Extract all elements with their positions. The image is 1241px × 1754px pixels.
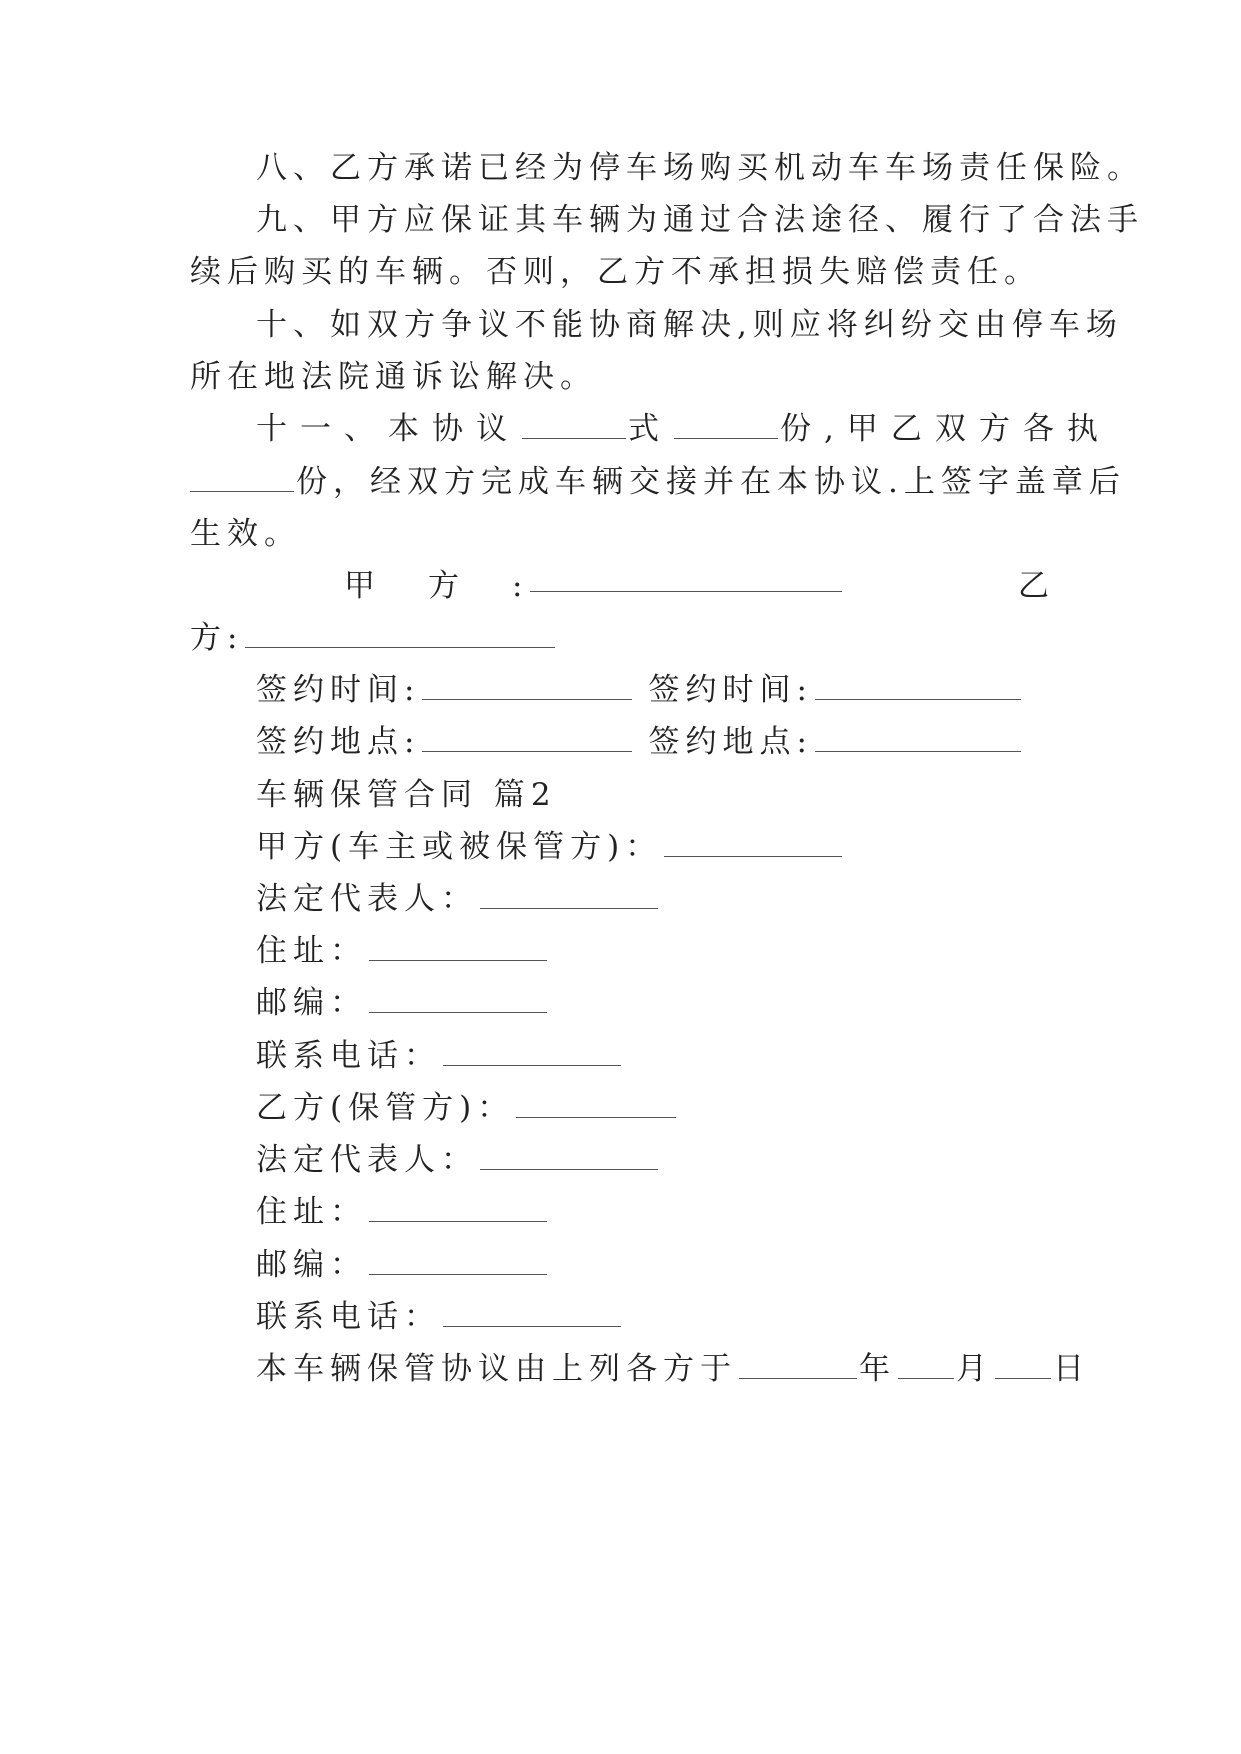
phone-blank	[443, 1062, 621, 1066]
month-blank	[898, 1375, 954, 1379]
postcode-b-blank	[369, 1271, 547, 1275]
clause-11-line-3: 生效。	[190, 516, 301, 552]
sign-place-label-b: 签约地点:	[648, 724, 813, 760]
month-label: 月	[956, 1351, 993, 1387]
phone-label: 联系电话：	[256, 1038, 441, 1074]
party-b-char-1: 乙	[1018, 568, 1049, 604]
copies-each-blank	[190, 488, 294, 492]
signature-party-row	[190, 557, 1050, 615]
clause-11-line-2	[190, 453, 1126, 511]
party-a-blank	[664, 853, 842, 857]
party-b-signature-line	[190, 609, 1050, 667]
postcode-row	[256, 974, 1050, 1032]
address-label: 住址：	[256, 933, 367, 969]
legal-rep-b-blank	[480, 1166, 658, 1170]
phone-b-blank	[443, 1323, 621, 1327]
postcode-b-label: 邮编：	[256, 1247, 367, 1283]
postcode-b-row	[256, 1236, 1050, 1294]
clause-11-text-c: 份,甲乙双方各执	[780, 411, 1111, 447]
day-blank	[995, 1375, 1051, 1379]
party-b-row	[256, 1079, 1050, 1137]
sign-place-blank-a	[422, 748, 632, 752]
clause-11-text-a: 十一、本协议	[256, 411, 520, 447]
sign-time-label-a: 签约时间:	[256, 672, 421, 708]
party-b-blank	[516, 1114, 676, 1118]
clause-11-text-b: 式	[628, 411, 672, 447]
party-b-label: 方:	[190, 620, 244, 656]
clause-8: 八、乙方承诺已经为停车场购买机动车车场责任保险。	[256, 150, 1144, 186]
clause-10-line-1: 十、如双方争议不能协商解决,则应将纠纷交由停车场	[256, 307, 1123, 343]
postcode-label: 邮编：	[256, 985, 367, 1021]
agreement-intro: 本车辆保管协议由上列各方于	[256, 1351, 737, 1387]
year-label: 年	[859, 1351, 896, 1387]
agreement-date-row	[256, 1340, 1090, 1398]
party-a-char-1: 甲	[344, 568, 375, 604]
address-b-label: 住址：	[256, 1194, 367, 1230]
address-b-row	[256, 1183, 1050, 1241]
phone-b-row	[256, 1288, 1050, 1346]
clause-9-line-2: 续后购买的车辆。否则，乙方不承担损失赔偿责任。	[190, 254, 1041, 290]
clause-9-line-1: 九、甲方应保证其车辆为通过合法途径、履行了合法手	[256, 202, 1144, 238]
address-row	[256, 922, 1050, 980]
legal-rep-label: 法定代表人：	[256, 881, 478, 917]
party-a-colon: :	[512, 568, 523, 604]
party-b-signature-blank	[245, 644, 555, 648]
postcode-blank	[369, 1009, 547, 1013]
sign-time-row	[256, 661, 1050, 719]
party-a-signature-blank	[530, 577, 842, 592]
clause-11-text-d: 份，经双方完成车辆交接并在本协议.上签字盖章后	[296, 464, 1126, 500]
party-a-label: 甲方(车主或被保管方)：	[256, 829, 663, 865]
phone-row	[256, 1027, 1050, 1085]
sign-place-row	[256, 713, 1050, 771]
sign-place-blank-b	[815, 748, 1021, 752]
party-a-char-2: 方	[428, 568, 459, 604]
day-label: 日	[1053, 1351, 1090, 1387]
legal-rep-b-row	[256, 1131, 1050, 1189]
clause-10-line-2: 所在地法院通诉讼解决。	[190, 359, 597, 395]
phone-b-label: 联系电话：	[256, 1299, 441, 1335]
address-blank	[369, 957, 547, 961]
legal-rep-row	[256, 870, 1050, 928]
copies-format-blank	[522, 435, 626, 439]
sign-time-label-b: 签约时间:	[648, 672, 813, 708]
sign-time-blank-b	[815, 696, 1021, 700]
sign-time-blank-a	[422, 696, 632, 700]
sign-place-label-a: 签约地点:	[256, 724, 421, 760]
address-b-blank	[369, 1218, 547, 1222]
legal-rep-b-label: 法定代表人：	[256, 1142, 478, 1178]
party-b-label-2: 乙方(保管方)：	[256, 1090, 515, 1126]
year-blank	[739, 1375, 857, 1379]
legal-rep-blank	[480, 905, 658, 909]
copies-count-blank	[674, 435, 778, 439]
party-a-row	[256, 818, 1050, 876]
clause-11-line-1	[256, 400, 1111, 458]
section-2-title: 车辆保管合同 篇2	[256, 777, 557, 813]
